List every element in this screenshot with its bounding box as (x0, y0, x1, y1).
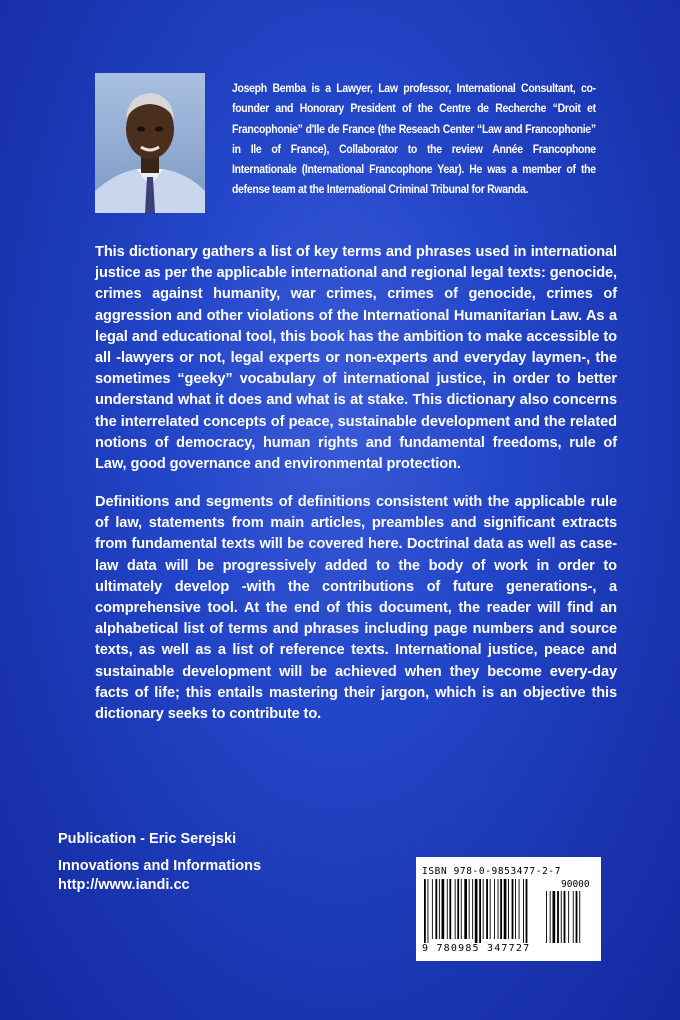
barcode-digits: 9 780985 347727 (422, 943, 531, 954)
description-paragraph-2: Definitions and segments of definitions consistent with the applicable rule of law, statements from main articles, preambles and significant extracts from fundamental texts will be covered here. Doctrinal data as well as case-law data will be progressively added to the body of work in order to ultimately develop -with the contributions of future generations-, a comprehensive tool. At the end of this document, the reader will find an alphabetical list of terms and phrases including page numbers and source texts, as well as a list of reference texts. International justice, peace and sustainable development will be achieved when they become every-day facts of life; this entails mastering their jargon, which is an objective this dictionary seeks to contribute to. (95, 494, 617, 723)
publisher-url[interactable]: http://www.iandi.cc (58, 877, 190, 893)
publisher-info (58, 857, 261, 895)
price-code: 90000 (561, 879, 590, 890)
author-bio: Joseph Bemba is a Lawyer, Law professor, International Consultant, co-founder and Honorary President of the Centre de Recherche “Droit et Francophonie” d'Ile de France (the Reseach Center “Law and Francophonie” in Ile of France), Collaborator to the review Année Francophone Internationale (International Francophone Year). He was a member of the defense team at the International Criminal Tribunal for Rwanda. (232, 81, 596, 197)
publication-credit: Publication - Eric Serejski (58, 831, 237, 847)
isbn-label: ISBN 978-0-9853477-2-7 (422, 866, 562, 877)
isbn-barcode (416, 857, 601, 961)
author-photo (95, 73, 205, 213)
description-paragraph-1: This dictionary gathers a list of key terms and phrases used in international justice as per the applicable international and regional legal texts: genocide, crimes against humanity, war crimes, crimes of genocide, crimes of aggression and other violations of the International Humanitarian Law. As a legal and educational tool, this book has the ambition to make accessible to all -lawyers or not, legal experts or non-experts and everyday laymen-, the sometimes “geeky” vocabulary of international justice, in order to better understand what it does and what is at stake. This dictionary also concerns the interrelated concepts of peace, sustainable development and the related notions of democracy, human rights and fundamental freedoms, rule of Law, good governance and environmental protection. (95, 244, 617, 473)
publisher-name: Innovations and Informations (58, 858, 262, 874)
